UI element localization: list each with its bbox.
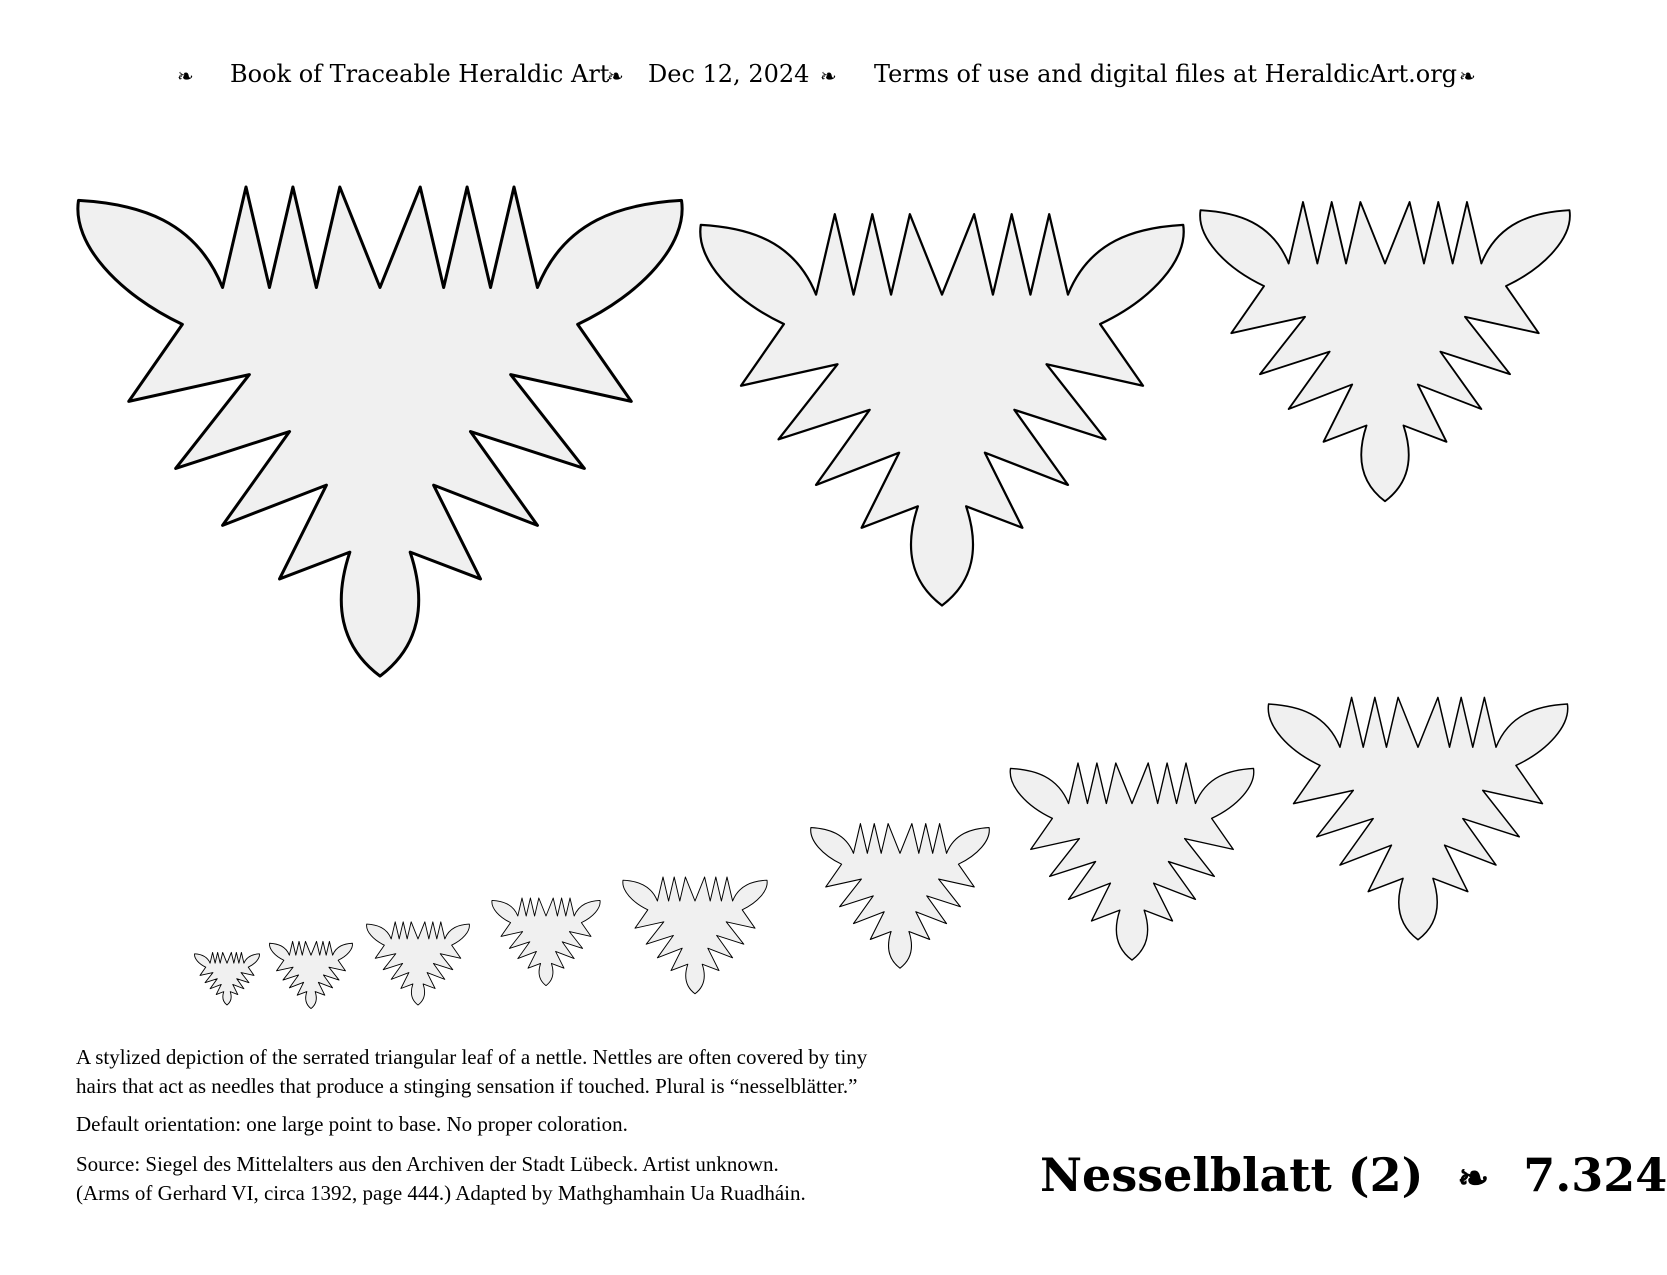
source-line: Source: Siegel des Mittelalters aus den Archiven der Stadt Lübeck. Artist unknown.: [76, 1152, 779, 1176]
nettle-leaf: [1010, 763, 1254, 960]
nettle-leaf-large: [78, 187, 682, 676]
fleuron-icon: ❧: [820, 64, 837, 88]
nettle-leaf: [492, 898, 600, 986]
charge-name: Nesselblatt (2): [1040, 1148, 1424, 1202]
nettle-leaf: [623, 877, 767, 994]
description-line: hairs that act as needles that produce a stinging sensation if touched. Plural is “nesselblätter.”: [76, 1074, 858, 1098]
description-line: A stylized depiction of the serrated triangular leaf of a nettle. Nettles are often covered by tiny: [76, 1045, 868, 1069]
nettle-leaf: [1200, 202, 1570, 501]
fleuron-icon: ❧: [177, 64, 194, 88]
nettle-leaf: [367, 922, 470, 1005]
source-note: [76, 1150, 1076, 1208]
plate-number: 7.324: [1523, 1148, 1667, 1202]
orientation-note: Default orientation: one large point to base. No proper coloration.: [76, 1112, 628, 1136]
terms-link-text: Terms of use and digital files at HeraldicArt.org: [874, 60, 1458, 88]
book-title: Book of Traceable Heraldic Art: [230, 60, 610, 88]
description-paragraph: [76, 1043, 1076, 1101]
plate-title: [1040, 1148, 1667, 1202]
nettle-leaf: [1268, 697, 1567, 939]
source-line: (Arms of Gerhard VI, circa 1392, page 444.) Adapted by Mathghamhain Ua Ruadháin.: [76, 1181, 806, 1205]
fleuron-icon: ❧: [607, 64, 624, 88]
nettle-leaf: [700, 214, 1183, 605]
nettle-leaf: [270, 941, 353, 1008]
nettle-leaf: [811, 824, 990, 969]
nettle-leaf: [195, 952, 260, 1005]
print-date: Dec 12, 2024: [648, 60, 810, 88]
fleuron-icon: ❧: [1457, 1155, 1490, 1200]
fleuron-icon: ❧: [1459, 64, 1476, 88]
